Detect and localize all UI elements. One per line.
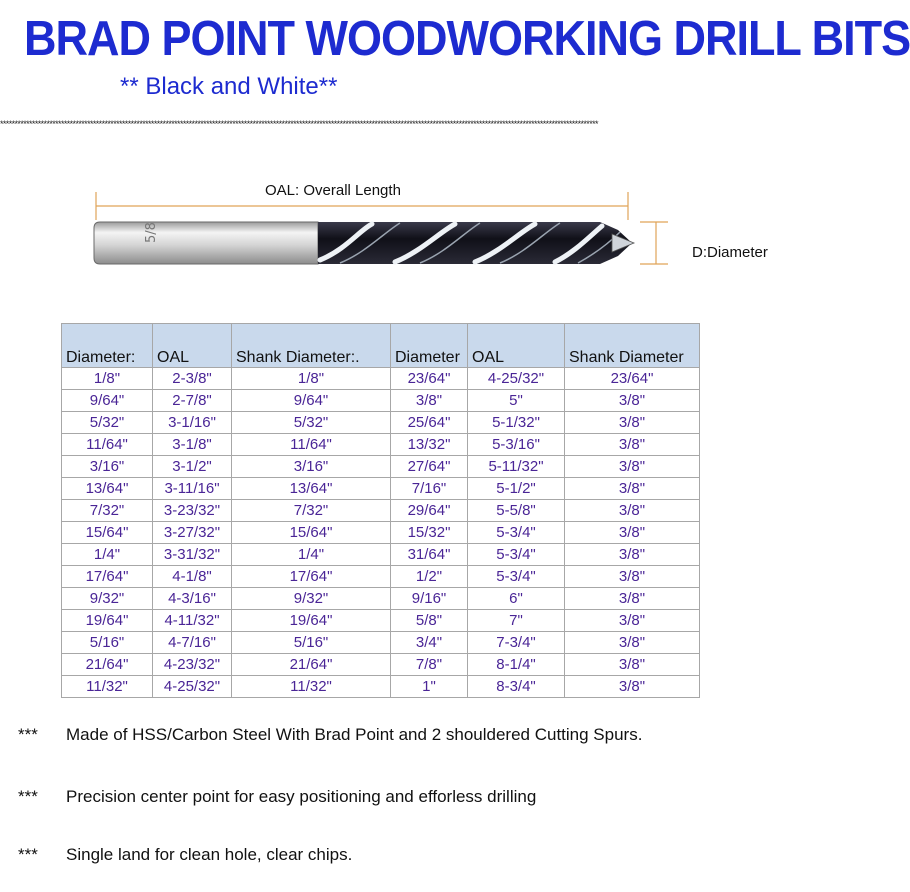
table-row	[62, 390, 700, 412]
table-cell: 5/32"	[62, 412, 153, 434]
table-cell: 3/8"	[565, 456, 700, 478]
table-cell: 9/64"	[62, 390, 153, 412]
table-cell: 1/8"	[62, 368, 153, 390]
table-cell: 13/64"	[62, 478, 153, 500]
table-cell: 5/32"	[232, 412, 391, 434]
table-cell: 9/32"	[62, 588, 153, 610]
table-cell: 3/8"	[565, 478, 700, 500]
table-cell: 3-31/32"	[153, 544, 232, 566]
table-row	[62, 544, 700, 566]
table-cell: 23/64"	[391, 368, 468, 390]
note-marker: ***	[18, 725, 38, 744]
table-cell: 1/8"	[232, 368, 391, 390]
table-cell: 17/64"	[232, 566, 391, 588]
note-text: Single land for clean hole, clear chips.	[66, 845, 353, 864]
table-cell: 5-3/4"	[468, 566, 565, 588]
table-cell: 4-11/32"	[153, 610, 232, 632]
note-item	[18, 787, 536, 807]
table-cell: 19/64"	[232, 610, 391, 632]
table-cell: 1/4"	[232, 544, 391, 566]
table-cell: 5/16"	[232, 632, 391, 654]
table-row	[62, 368, 700, 390]
table-row	[62, 588, 700, 610]
table-cell: 3-11/16"	[153, 478, 232, 500]
svg-text:5/8: 5/8	[144, 222, 159, 243]
note-text: Precision center point for easy positioning and efforless drilling	[66, 787, 537, 806]
drill-shank	[94, 222, 318, 264]
table-cell: 9/64"	[232, 390, 391, 412]
table-cell: 11/64"	[232, 434, 391, 456]
table-cell: 7"	[468, 610, 565, 632]
page-title: BRAD POINT WOODWORKING DRILL BITS	[24, 9, 910, 66]
table-cell: 4-23/32"	[153, 654, 232, 676]
table-cell: 3/8"	[565, 610, 700, 632]
table-row	[62, 632, 700, 654]
table-row	[62, 500, 700, 522]
note-item	[18, 725, 642, 745]
note-marker: ***	[18, 845, 38, 864]
table-cell: 5-11/32"	[468, 456, 565, 478]
note-text: Made of HSS/Carbon Steel With Brad Point and 2 shouldered Cutting Spurs.	[66, 725, 643, 744]
asterisk-divider: **************************************************************************************************************************************************************************************************************	[0, 119, 598, 129]
table-cell: 3/8"	[391, 390, 468, 412]
table-cell: 4-3/16"	[153, 588, 232, 610]
table-cell: 3-23/32"	[153, 500, 232, 522]
table-cell: 3/8"	[565, 544, 700, 566]
table-row	[62, 566, 700, 588]
drill-bit-diagram	[0, 170, 800, 285]
note-marker: ***	[18, 787, 38, 806]
table-cell: 5-3/4"	[468, 544, 565, 566]
table-cell: 11/32"	[232, 676, 391, 698]
table-body	[62, 368, 700, 698]
table-cell: 3/8"	[565, 412, 700, 434]
table-cell: 1"	[391, 676, 468, 698]
diameter-label: D:Diameter	[692, 244, 768, 261]
table-cell: 9/32"	[232, 588, 391, 610]
table-cell: 3-1/2"	[153, 456, 232, 478]
table-cell: 21/64"	[232, 654, 391, 676]
table-cell: 8-1/4"	[468, 654, 565, 676]
table-cell: 11/64"	[62, 434, 153, 456]
table-cell: 3/8"	[565, 434, 700, 456]
table-row	[62, 478, 700, 500]
table-row	[62, 456, 700, 478]
table-cell: 9/16"	[391, 588, 468, 610]
table-cell: 3/4"	[391, 632, 468, 654]
table-cell: 3/8"	[565, 522, 700, 544]
table-row	[62, 434, 700, 456]
table-cell: 31/64"	[391, 544, 468, 566]
table-cell: 13/64"	[232, 478, 391, 500]
column-header-oal: OAL	[153, 324, 232, 368]
table-cell: 4-25/32"	[153, 676, 232, 698]
table-row	[62, 412, 700, 434]
table-cell: 19/64"	[62, 610, 153, 632]
table-cell: 27/64"	[391, 456, 468, 478]
size-table	[61, 323, 700, 698]
table-cell: 3/8"	[565, 654, 700, 676]
table-cell: 8-3/4"	[468, 676, 565, 698]
table-cell: 13/32"	[391, 434, 468, 456]
table-cell: 3/8"	[565, 390, 700, 412]
table-cell: 3/8"	[565, 566, 700, 588]
table-cell: 3/16"	[232, 456, 391, 478]
table-row	[62, 654, 700, 676]
table-cell: 3/8"	[565, 500, 700, 522]
table-cell: 5/16"	[62, 632, 153, 654]
table-cell: 4-1/8"	[153, 566, 232, 588]
column-header-oal-2: OAL	[468, 324, 565, 368]
table-header-row	[62, 324, 700, 368]
table-cell: 15/64"	[62, 522, 153, 544]
table-cell: 2-3/8"	[153, 368, 232, 390]
table-cell: 5-1/2"	[468, 478, 565, 500]
table-cell: 29/64"	[391, 500, 468, 522]
table-row	[62, 676, 700, 698]
table-cell: 4-7/16"	[153, 632, 232, 654]
table-cell: 5-5/8"	[468, 500, 565, 522]
table-cell: 21/64"	[62, 654, 153, 676]
table-cell: 15/32"	[391, 522, 468, 544]
table-cell: 3/8"	[565, 676, 700, 698]
table-cell: 3-27/32"	[153, 522, 232, 544]
table-cell: 7/16"	[391, 478, 468, 500]
table-cell: 17/64"	[62, 566, 153, 588]
table-cell: 5/8"	[391, 610, 468, 632]
table-cell: 3-1/16"	[153, 412, 232, 434]
table-cell: 23/64"	[565, 368, 700, 390]
table-cell: 3/8"	[565, 632, 700, 654]
table-cell: 7-3/4"	[468, 632, 565, 654]
table-cell: 5-1/32"	[468, 412, 565, 434]
table-cell: 6"	[468, 588, 565, 610]
table-cell: 3/8"	[565, 588, 700, 610]
table-row	[62, 522, 700, 544]
table-row	[62, 610, 700, 632]
table-cell: 3/16"	[62, 456, 153, 478]
oal-label: OAL: Overall Length	[265, 182, 401, 199]
note-item	[18, 845, 352, 865]
page-subtitle: ** Black and White**	[120, 73, 338, 100]
table-cell: 7/8"	[391, 654, 468, 676]
table-cell: 5-3/16"	[468, 434, 565, 456]
table-cell: 7/32"	[62, 500, 153, 522]
table-cell: 4-25/32"	[468, 368, 565, 390]
table-cell: 7/32"	[232, 500, 391, 522]
table-cell: 3-1/8"	[153, 434, 232, 456]
column-header-shank-diameter: Shank Diameter:.	[232, 324, 391, 368]
column-header-shank-diameter-2: Shank Diameter	[565, 324, 700, 368]
column-header-diameter-2: Diameter	[391, 324, 468, 368]
column-header-diameter: Diameter:	[62, 324, 153, 368]
table-cell: 5"	[468, 390, 565, 412]
table-cell: 15/64"	[232, 522, 391, 544]
table-cell: 11/32"	[62, 676, 153, 698]
table-cell: 1/2"	[391, 566, 468, 588]
table-cell: 25/64"	[391, 412, 468, 434]
table-cell: 1/4"	[62, 544, 153, 566]
table-cell: 5-3/4"	[468, 522, 565, 544]
table-cell: 2-7/8"	[153, 390, 232, 412]
